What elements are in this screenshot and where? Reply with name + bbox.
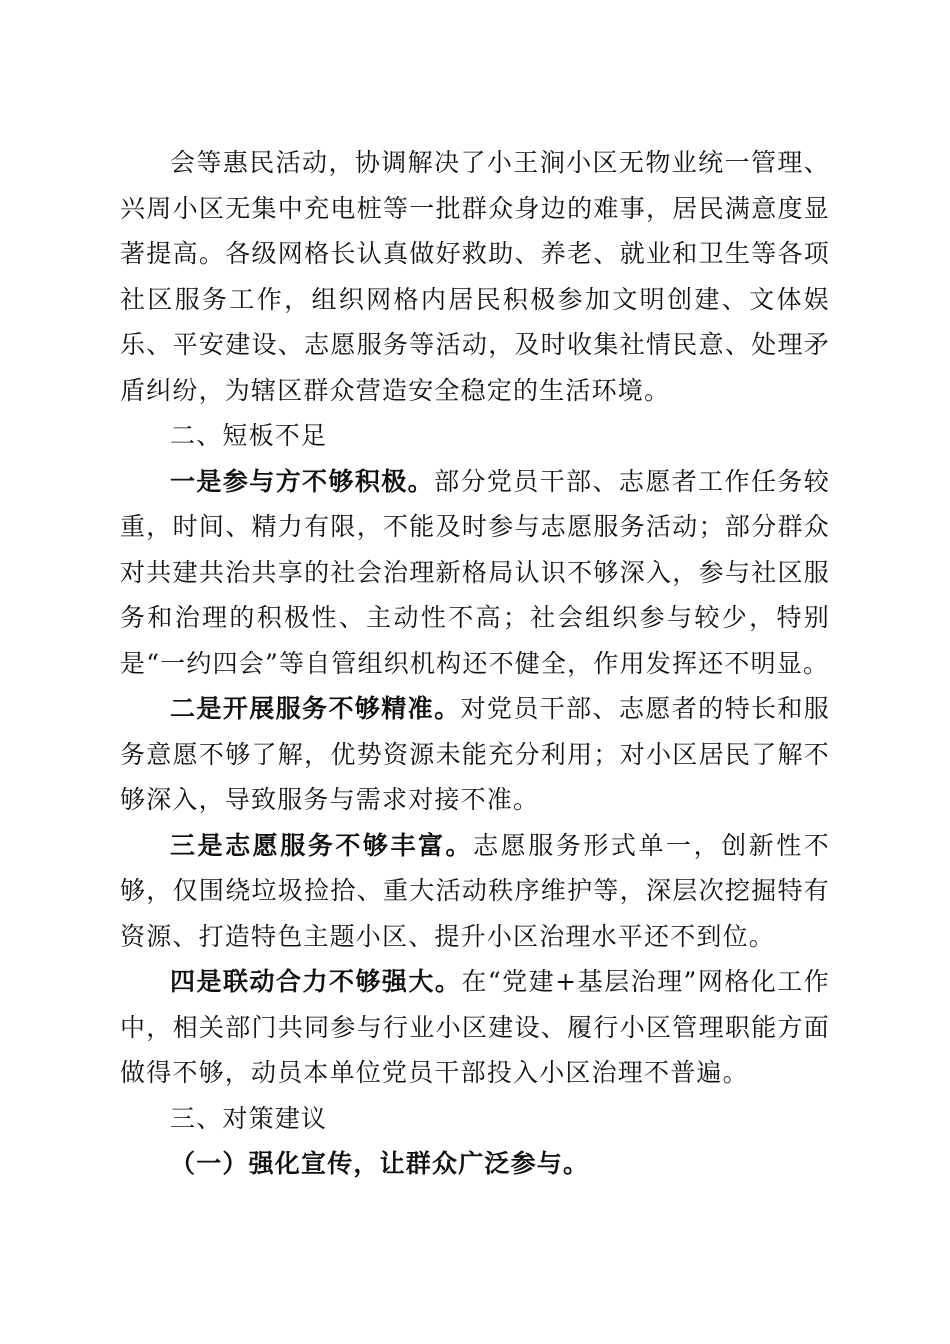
shortcoming-paragraph-2: [120, 686, 830, 823]
shortcoming-body-4: 在“党建+基层治理”网格化工作中，相关部门共同参与行业小区建设、履行小区管理职能方面做得不够，动员本单位党员干部投入小区治理不普遍。: [120, 967, 830, 1087]
shortcoming-lead-1: 一是参与方不够积极。: [170, 466, 435, 496]
shortcoming-lead-3: 三是志愿服务不够丰富。: [170, 830, 474, 860]
shortcoming-body-1: 部分党员干部、志愿者工作任务较重，时间、精力有限，不能及时参与志愿服务活动；部分群众对共建共治共享的社会治理新格局认识不够深入，参与社区服务和治理的积极性、主动性不高；社会组织参与较少，特别是“一约四会”等自管组织机构还不健全，作用发挥还不明显。: [120, 466, 830, 678]
suggestion-subheading-1: （一）强化宣传，让群众广泛参与。: [170, 1149, 590, 1178]
section-heading-suggestions: 三、对策建议: [170, 1103, 328, 1133]
shortcoming-body-2: 对党员干部、志愿者的特长和服务意愿不够了解，优势资源未能充分利用；对小区居民了解不够深入，导致服务与需求对接不准。: [120, 694, 831, 814]
document-body: [120, 140, 830, 1187]
shortcoming-body-3: 志愿服务形式单一，创新性不够，仅围绕垃圾捡拾、重大活动秩序维护等，深层次挖掘特有资源、打造特色主题小区、提升小区治理水平还不到位。: [120, 830, 830, 951]
shortcoming-paragraph-3: [120, 823, 830, 960]
shortcoming-paragraph-1: [120, 459, 830, 687]
shortcoming-lead-4: 四是联动合力不够强大。: [170, 967, 462, 996]
section-heading-shortcomings: 二、短板不足: [170, 421, 328, 450]
shortcoming-lead-2: 二是开展服务不够精准。: [170, 694, 461, 723]
shortcoming-paragraph-4: [120, 959, 830, 1096]
intro-paragraph: 会等惠民活动，协调解决了小王涧小区无物业统一管理、兴周小区无集中充电桩等一批群众身边的难事，居民满意度显著提高。各级网格长认真做好救助、养老、就业和卫生等各项社区服务工作，组织网格内居民积极参加文明创建、文体娱乐、平安建设、志愿服务等活动，及时收集社情民意、处理矛盾纠纷，为辖区群众营造安全稳定的生活环境。: [120, 148, 830, 405]
